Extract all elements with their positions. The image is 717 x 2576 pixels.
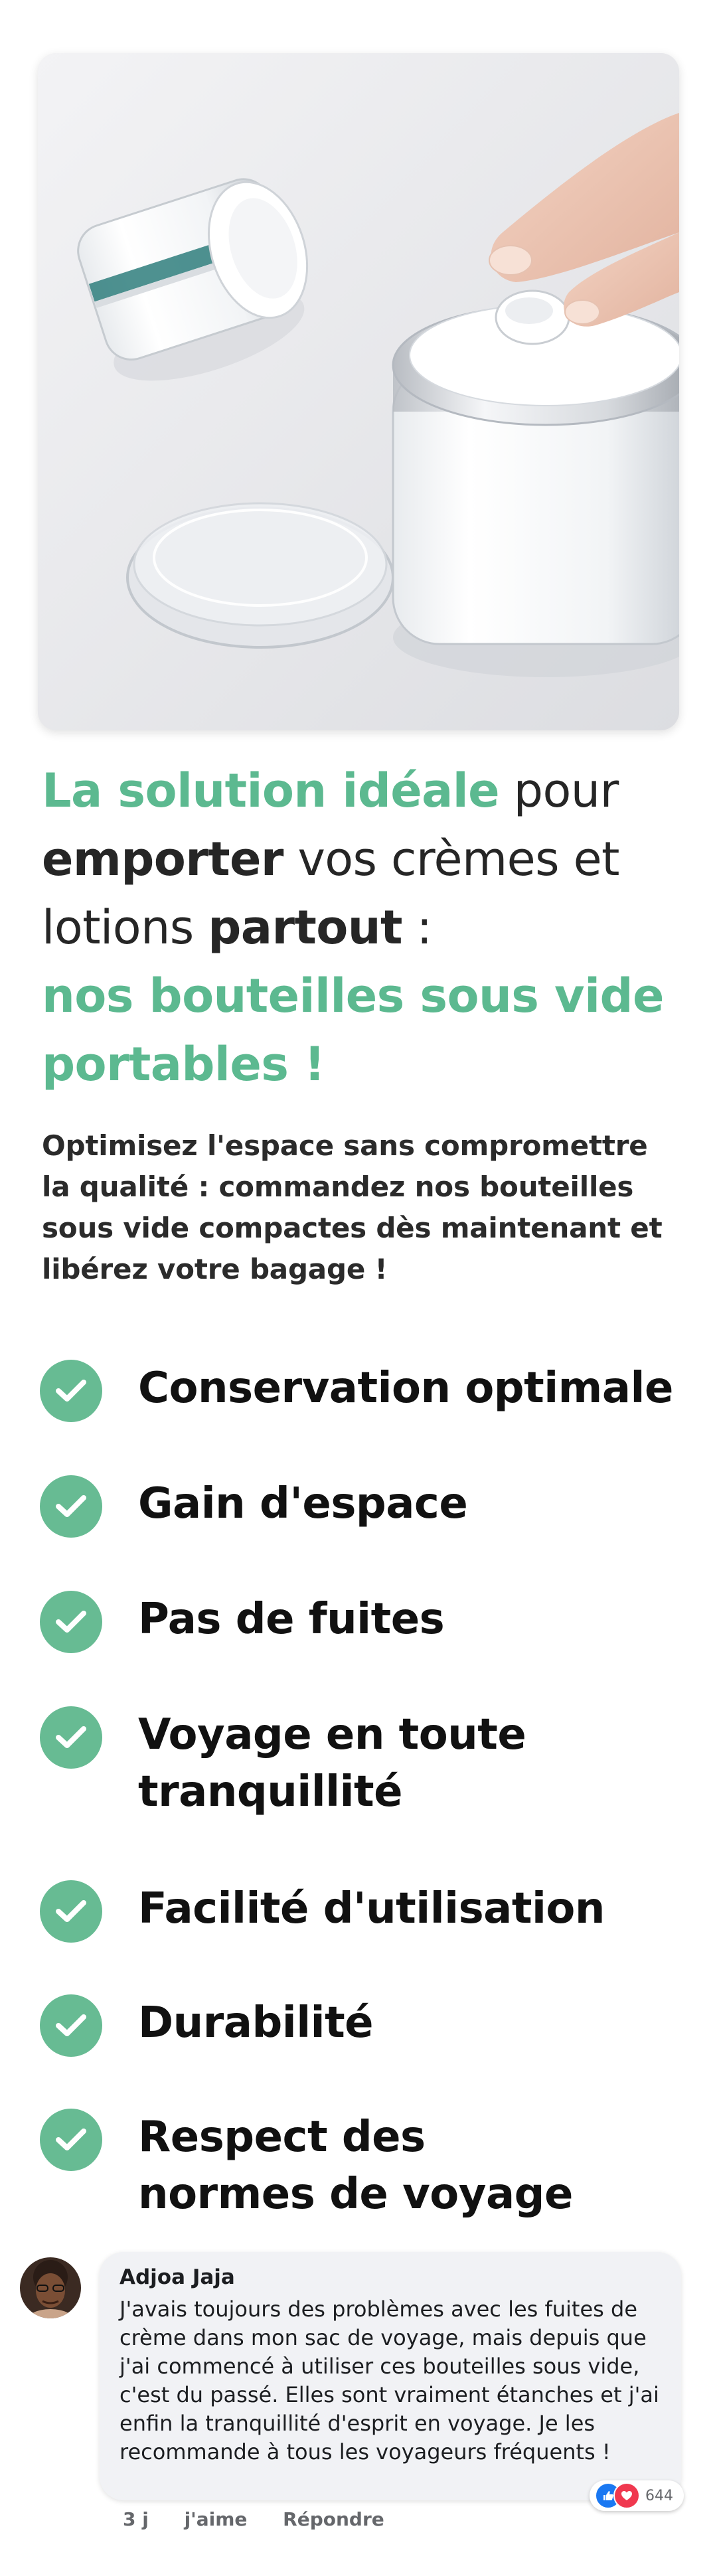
check-circle-icon: [40, 1880, 102, 1943]
reaction-summary[interactable]: [590, 2480, 684, 2511]
check-circle-icon: [40, 1706, 102, 1769]
like-link[interactable]: j'aime: [184, 2508, 248, 2530]
reaction-count: 644: [645, 2487, 673, 2504]
feature-label: Conservation optimale: [138, 1364, 673, 1413]
comment-actions: [123, 2508, 414, 2530]
feature-item: [40, 1591, 690, 1653]
subtitle: Optimisez l'espace sans compromettre la qualité : commandez nos bouteilles sous vide compactes dès maintenant et libérez votre bagage !: [42, 1129, 663, 1285]
feature-item: [40, 1475, 690, 1538]
check-circle-icon: [40, 1591, 102, 1653]
headline-text: :: [402, 900, 432, 955]
check-circle-icon: [40, 1360, 102, 1422]
feature-label: Pas de fuites: [138, 1595, 445, 1644]
feature-item: [40, 1360, 690, 1422]
feature-item: [40, 1706, 690, 1820]
avatar[interactable]: [20, 2257, 81, 2318]
comment-author[interactable]: Adjoa Jaja: [120, 2265, 235, 2289]
check-circle-icon: [40, 2109, 102, 2171]
headline-bold: partout: [208, 900, 402, 955]
feature-item: [40, 1880, 690, 1943]
headline-highlight: nos bouteilles sous vide portables !: [42, 969, 664, 1091]
feature-label: Voyage en toute tranquillité: [138, 1710, 526, 1816]
headline-text: vos crèmes et lotions: [42, 832, 619, 955]
feature-label: Facilité d'utilisation: [138, 1884, 605, 1933]
feature-label: Durabilité: [138, 1998, 374, 2048]
check-circle-icon: [40, 1994, 102, 2057]
headline: [42, 757, 679, 1099]
feature-label: Gain d'espace: [138, 1479, 468, 1528]
feature-label: Respect des normes de voyage: [138, 2113, 573, 2219]
comment-time: 3 j: [123, 2508, 149, 2530]
cream-jar-photo: [38, 53, 679, 730]
feature-item: [40, 1994, 690, 2057]
check-circle-icon: [40, 1475, 102, 1538]
reply-link[interactable]: Répondre: [283, 2508, 384, 2530]
comment-text: J'avais toujours des problèmes avec les fuites de crème dans mon sac de voyage, mais depuis que j'ai commencé à utiliser ces bouteilles sous vide, c'est du passé. Elles sont vraiment étanches et j'ai enfin la tranquillité d'esprit en voyage. Je les recommande à tous les voyageurs fréquents !: [120, 2296, 659, 2464]
headline-text: pour: [499, 764, 619, 818]
headline-highlight: La solution idéale: [42, 764, 500, 818]
feature-item: [40, 2109, 690, 2223]
headline-bold: emporter: [42, 832, 283, 886]
product-photo: [38, 53, 679, 730]
love-icon: [613, 2482, 640, 2509]
